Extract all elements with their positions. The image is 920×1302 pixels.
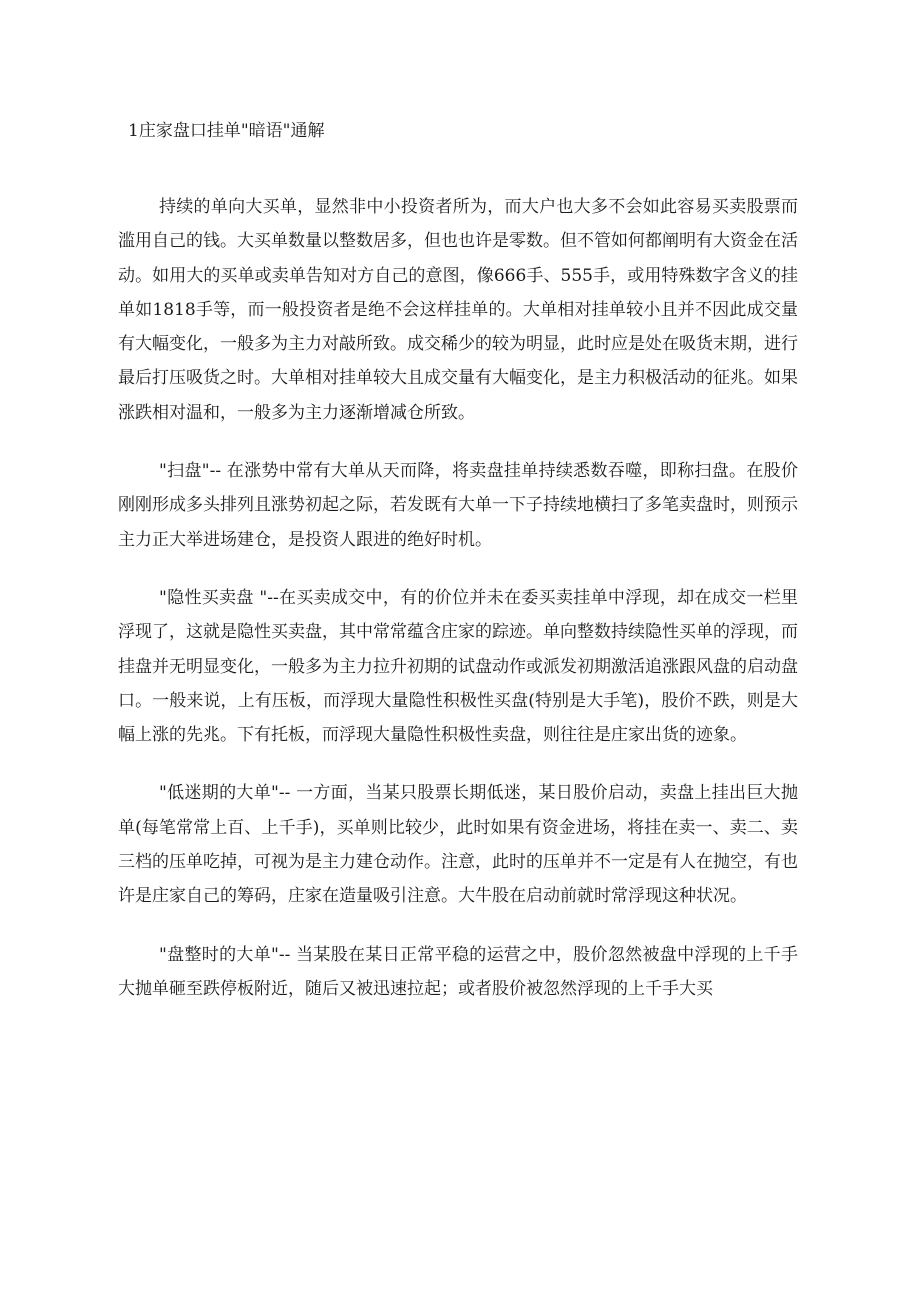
section-title: 1庄家盘口挂单"暗语"通解	[128, 121, 325, 141]
document-body	[118, 112, 798, 1030]
paragraph-sweep: "扫盘"-- 在涨势中常有大单从天而降，将卖盘挂单持续悉数吞噬，即称扫盘。在股价刚刚形成多头排列且涨势初起之际，若发既有大单一下子持续地横扫了多笔卖盘时，则预示主力正大举进场建仓，是投资人跟进的绝好时机。	[118, 461, 798, 550]
paragraph-large-orders: 持续的单向大买单，显然非中小投资者所为，而大户也大多不会如此容易买卖股票而滥用自己的钱。大买单数量以整数居多，但也也许是零数。但不管如何都阐明有大资金在活动。如用大的买单或卖单告知对方自己的意图，像666手、555手，或用特殊数字含义的挂单如1818手等，而一般投资者是绝不会这样挂单的。大单相对挂单较小且并不因此成交量有大幅变化，一般多为主力对敲所致。成交稀少的较为明显，此时应是处在吸货末期，进行最后打压吸货之时。大单相对挂单较大且成交量有大幅变化，是主力积极活动的征兆。如果涨跌相对温和，一般多为主力逐渐增减仓所致。	[118, 197, 798, 423]
paragraph-low-period-orders: "低迷期的大单"-- 一方面，当某只股票长期低迷，某日股价启动，卖盘上挂出巨大抛单(每笔常常上百、上千手)，买单则比较少，此时如果有资金进场，将挂在卖一、卖二、卖三档的压单吃掉，可视为是主力建仓动作。注意，此时的压单并不一定是有人在抛空，有也许是庄家自己的筹码，庄家在造量吸引注意。大牛股在启动前就时常浮现这种状况。	[118, 783, 798, 907]
paragraph-hidden-orders: "隐性买卖盘 "--在买卖成交中，有的价位并未在委买卖挂单中浮现，却在成交一栏里浮现了，这就是隐性买卖盘，其中常常蕴含庄家的踪迹。单向整数持续隐性买单的浮现，而挂盘并无明显变化，一般多为主力拉升初期的试盘动作或派发初期激活追涨跟风盘的启动盘口。一般来说，上有压板，而浮现大量隐性积极性买盘(特别是大手笔)，股价不跌，则是大幅上涨的先兆。下有托板，而浮现大量隐性积极性卖盘，则往往是庄家出货的迹象。	[118, 587, 798, 746]
paragraph-consolidation-orders: "盘整时的大单"-- 当某股在某日正常平稳的运营之中，股价忽然被盘中浮现的上千手大抛单砸至跌停板附近，随后又被迅速拉起；或者股价被忽然浮现的上千手大买	[118, 944, 798, 999]
